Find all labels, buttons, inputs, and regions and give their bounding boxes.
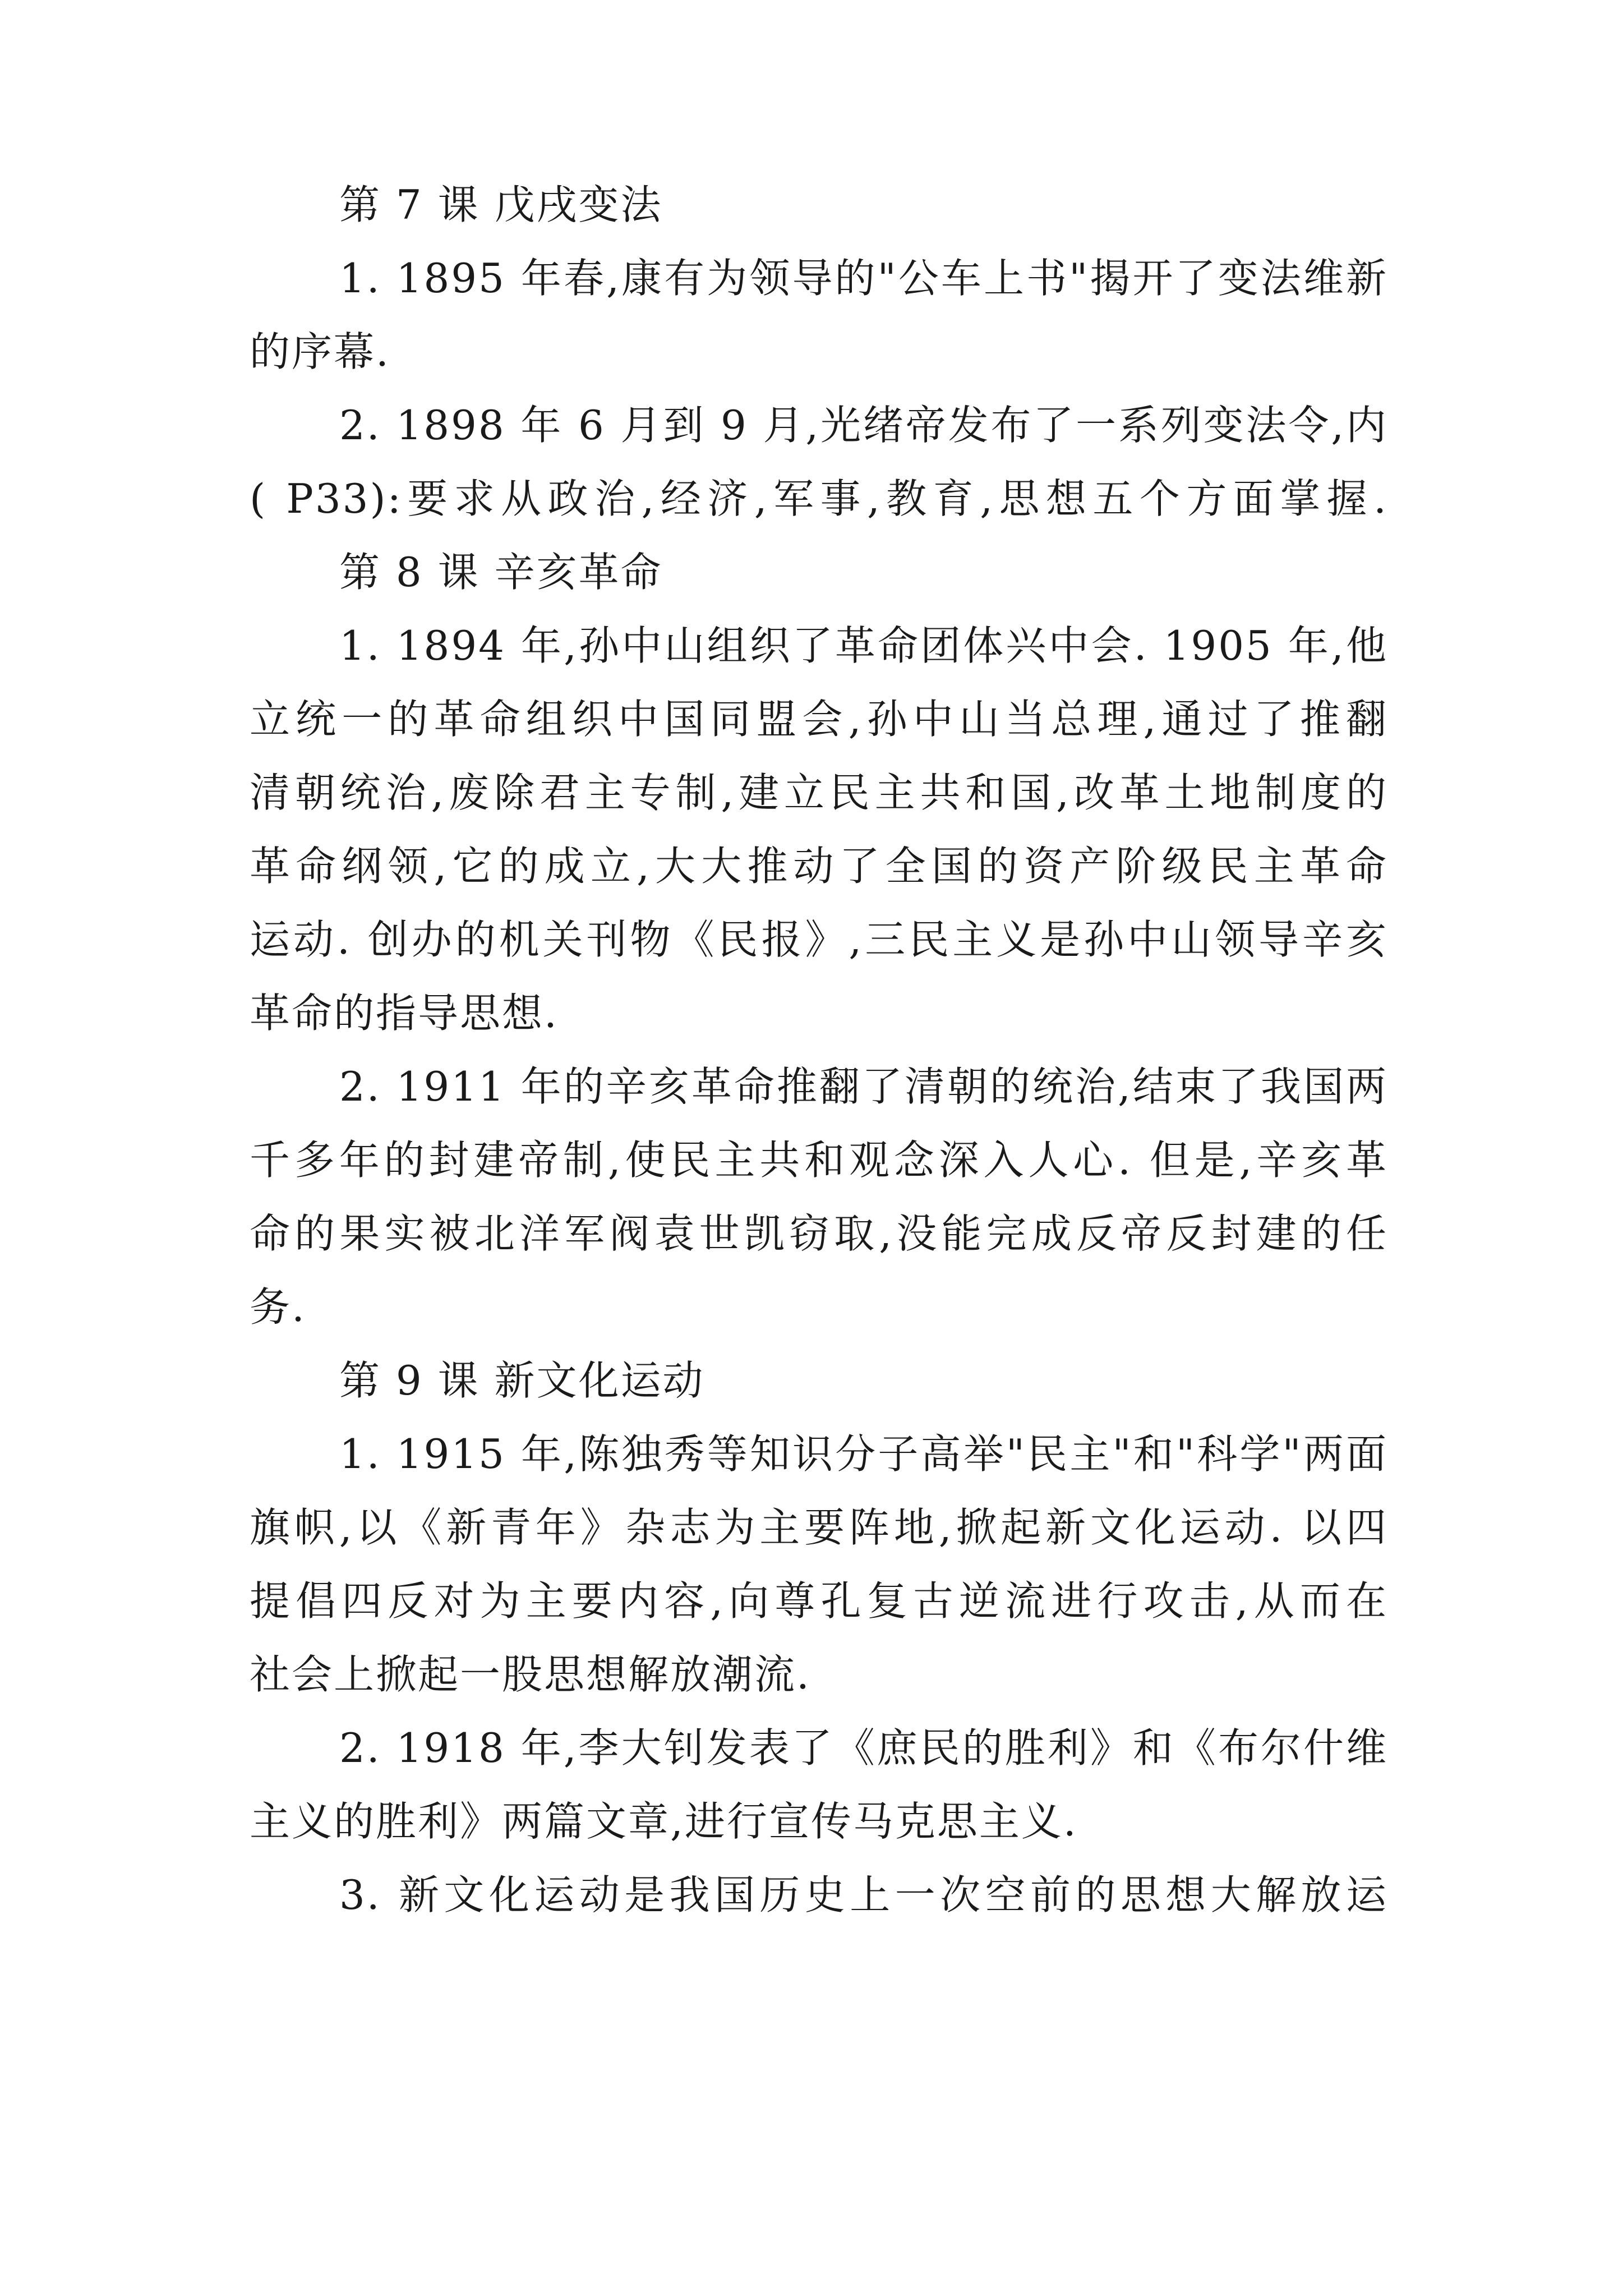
paragraph-line: 革命纲领,它的成立,大大推动了全国的资产阶级民主革命 [250,843,1388,890]
paragraph-line: 千多年的封建帝制,使民主共和观念深入人心. 但是,辛亥革 [250,1137,1388,1184]
paragraph-line: 1. 1894 年,孙中山组织了革命团体兴中会. 1905 年,他 [339,622,1388,669]
lesson-heading: 第 8 课 辛亥革命 [339,549,663,596]
paragraph-line: 1. 1915 年,陈独秀等知识分子高举"民主"和"科学"两面 [339,1430,1388,1478]
paragraph-line: 立统一的革命组织中国同盟会,孙中山当总理,通过了推翻 [250,696,1388,743]
paragraph-line: 社会上掀起一股思想解放潮流. [250,1651,811,1698]
paragraph-line: 1. 1895 年春,康有为领导的"公车上书"揭开了变法维新 [339,255,1388,302]
paragraph-line: 命的果实被北洋军阀袁世凯窃取,没能完成反帝反封建的任 [250,1210,1388,1257]
paragraph-line: 2. 1911 年的辛亥革命推翻了清朝的统治,结束了我国两 [339,1063,1388,1110]
paragraph-line: ( P33):要求从政治,经济,军事,教育,思想五个方面掌握. [250,475,1388,522]
paragraph-line: 提倡四反对为主要内容,向尊孔复古逆流进行攻击,从而在 [250,1577,1388,1625]
paragraph-line: 2. 1898 年 6 月到 9 月,光绪帝发布了一系列变法令,内 [339,402,1388,449]
document-page [250,168,1388,1932]
paragraph-line: 革命的指导思想. [250,990,559,1037]
paragraph-line: 主义的胜利》两篇文章,进行宣传马克思主义. [250,1798,1078,1845]
lesson-heading: 第 7 课 戊戌变法 [339,181,663,228]
paragraph-line: 运动. 创办的机关刊物《民报》,三民主义是孙中山领导辛亥 [250,916,1388,963]
lesson-heading: 第 9 课 新文化运动 [339,1357,705,1404]
paragraph-line: 3. 新文化运动是我国历史上一次空前的思想大解放运 [339,1871,1388,1918]
paragraph-line: 的序幕. [250,328,390,375]
paragraph-line: 清朝统治,废除君主专制,建立民主共和国,改革土地制度的 [250,769,1388,816]
paragraph-line: 旗帜,以《新青年》杂志为主要阵地,掀起新文化运动. 以四 [250,1504,1388,1551]
paragraph-line: 2. 1918 年,李大钊发表了《庶民的胜利》和《布尔什维 [339,1724,1388,1772]
paragraph-line: 务. [250,1283,306,1331]
